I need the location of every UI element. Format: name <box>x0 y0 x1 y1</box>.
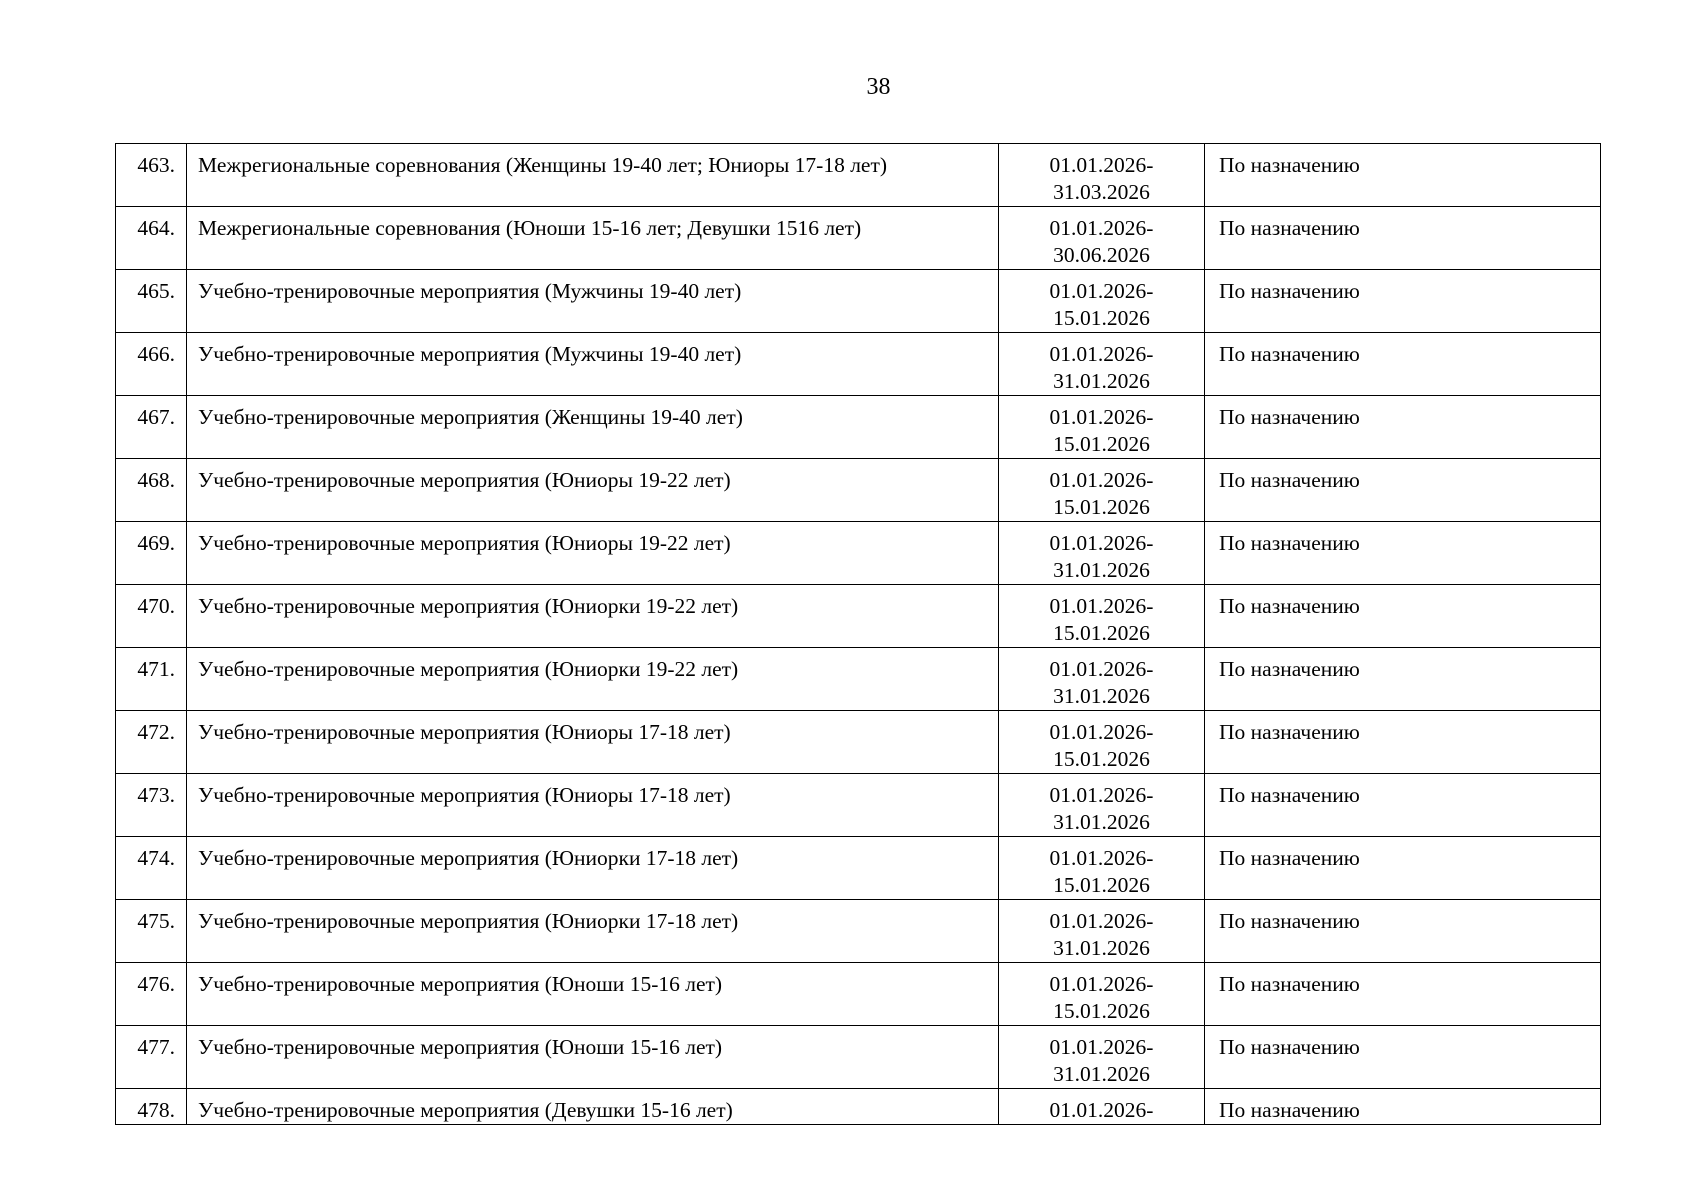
table-row <box>116 207 1601 270</box>
date-end: 15.01.2026 <box>1053 621 1150 645</box>
table-row <box>116 1089 1601 1125</box>
date-start: 01.01.2026- <box>1049 342 1154 366</box>
date-end: 31.01.2026 <box>1053 369 1150 393</box>
event-dates <box>999 837 1205 900</box>
table-row <box>116 1026 1601 1089</box>
row-number: 474. <box>116 837 187 900</box>
table-row <box>116 900 1601 963</box>
row-number: 476. <box>116 963 187 1026</box>
date-start: 01.01.2026- <box>1049 216 1154 240</box>
date-end: 31.01.2026 <box>1053 1062 1150 1086</box>
event-name: Учебно-тренировочные мероприятия (Юниоры 17-18 лет) <box>187 711 999 774</box>
date-end: 31.01.2026 <box>1053 684 1150 708</box>
row-number: 468. <box>116 459 187 522</box>
event-dates <box>999 333 1205 396</box>
event-dates <box>999 648 1205 711</box>
date-end: 31.03.2026 <box>1053 180 1150 204</box>
event-note: По назначению <box>1205 459 1601 522</box>
event-name: Учебно-тренировочные мероприятия (Юноши 15-16 лет) <box>187 1026 999 1089</box>
row-number: 478. <box>116 1089 187 1125</box>
event-name: Учебно-тренировочные мероприятия (Юниорки 19-22 лет) <box>187 585 999 648</box>
date-end: 15.01.2026 <box>1053 495 1150 519</box>
table-row <box>116 837 1601 900</box>
event-note: По назначению <box>1205 396 1601 459</box>
date-start: 01.01.2026- <box>1049 972 1154 996</box>
event-dates <box>999 270 1205 333</box>
event-note: По назначению <box>1205 207 1601 270</box>
event-dates <box>999 207 1205 270</box>
row-number: 475. <box>116 900 187 963</box>
event-note: По назначению <box>1205 648 1601 711</box>
date-start: 01.01.2026- <box>1049 468 1154 492</box>
event-dates <box>999 459 1205 522</box>
event-note: По назначению <box>1205 522 1601 585</box>
event-dates <box>999 522 1205 585</box>
date-start: 01.01.2026- <box>1049 153 1154 177</box>
event-note: По назначению <box>1205 837 1601 900</box>
date-start: 01.01.2026- <box>1049 720 1154 744</box>
event-dates <box>999 774 1205 837</box>
date-end: 15.01.2026 <box>1053 306 1150 330</box>
table-row <box>116 459 1601 522</box>
date-end: 15.01.2026 <box>1053 747 1150 771</box>
event-note: По назначению <box>1205 144 1601 207</box>
event-name: Учебно-тренировочные мероприятия (Мужчины 19-40 лет) <box>187 333 999 396</box>
event-note: По назначению <box>1205 711 1601 774</box>
date-start: 01.01.2026- <box>1049 405 1154 429</box>
date-end: 31.01.2026 <box>1053 810 1150 834</box>
date-end: 30.06.2026 <box>1053 243 1150 267</box>
row-number: 477. <box>116 1026 187 1089</box>
row-number: 463. <box>116 144 187 207</box>
event-note: По назначению <box>1205 963 1601 1026</box>
row-number: 465. <box>116 270 187 333</box>
table-row <box>116 396 1601 459</box>
event-dates <box>999 711 1205 774</box>
row-number: 466. <box>116 333 187 396</box>
events-table <box>115 143 1601 1125</box>
date-start: 01.01.2026- <box>1049 1098 1154 1122</box>
event-name: Учебно-тренировочные мероприятия (Юниорки 19-22 лет) <box>187 648 999 711</box>
table-row <box>116 585 1601 648</box>
event-name: Учебно-тренировочные мероприятия (Юниорки 17-18 лет) <box>187 837 999 900</box>
event-note: По назначению <box>1205 333 1601 396</box>
event-dates <box>999 900 1205 963</box>
event-dates <box>999 1026 1205 1089</box>
row-number: 464. <box>116 207 187 270</box>
event-name: Учебно-тренировочные мероприятия (Девушки 15-16 лет) <box>187 1089 999 1125</box>
table-body <box>116 144 1601 1125</box>
date-end: 15.01.2026 <box>1053 432 1150 456</box>
row-number: 469. <box>116 522 187 585</box>
row-number: 470. <box>116 585 187 648</box>
date-end: 15.01.2026 <box>1053 999 1150 1023</box>
event-name: Учебно-тренировочные мероприятия (Мужчины 19-40 лет) <box>187 270 999 333</box>
event-dates <box>999 963 1205 1026</box>
event-name: Учебно-тренировочные мероприятия (Юниоры 19-22 лет) <box>187 522 999 585</box>
event-note: По назначению <box>1205 774 1601 837</box>
date-start: 01.01.2026- <box>1049 279 1154 303</box>
date-start: 01.01.2026- <box>1049 1035 1154 1059</box>
event-name: Учебно-тренировочные мероприятия (Юниоры 17-18 лет) <box>187 774 999 837</box>
date-start: 01.01.2026- <box>1049 657 1154 681</box>
table-row <box>116 711 1601 774</box>
event-name: Межрегиональные соревнования (Женщины 19-40 лет; Юниоры 17-18 лет) <box>187 144 999 207</box>
row-number: 472. <box>116 711 187 774</box>
event-name: Учебно-тренировочные мероприятия (Юниорки 17-18 лет) <box>187 900 999 963</box>
event-name: Межрегиональные соревнования (Юноши 15-16 лет; Девушки 1516 лет) <box>187 207 999 270</box>
event-dates <box>999 585 1205 648</box>
date-end: 31.01.2026 <box>1053 936 1150 960</box>
event-note: По назначению <box>1205 900 1601 963</box>
event-name: Учебно-тренировочные мероприятия (Юниоры 19-22 лет) <box>187 459 999 522</box>
event-name: Учебно-тренировочные мероприятия (Юноши 15-16 лет) <box>187 963 999 1026</box>
row-number: 471. <box>116 648 187 711</box>
date-start: 01.01.2026- <box>1049 783 1154 807</box>
table-row <box>116 648 1601 711</box>
event-dates <box>999 1089 1205 1125</box>
row-number: 473. <box>116 774 187 837</box>
table-row <box>116 270 1601 333</box>
table-row <box>116 333 1601 396</box>
table-row <box>116 144 1601 207</box>
table-row <box>116 522 1601 585</box>
event-note: По назначению <box>1205 1026 1601 1089</box>
event-note: По назначению <box>1205 270 1601 333</box>
date-end: 31.01.2026 <box>1053 558 1150 582</box>
date-start: 01.01.2026- <box>1049 846 1154 870</box>
event-name: Учебно-тренировочные мероприятия (Женщины 19-40 лет) <box>187 396 999 459</box>
event-dates <box>999 396 1205 459</box>
table-row <box>116 774 1601 837</box>
event-note: По назначению <box>1205 1089 1601 1125</box>
date-end: 15.01.2026 <box>1053 873 1150 897</box>
date-start: 01.01.2026- <box>1049 909 1154 933</box>
row-number: 467. <box>116 396 187 459</box>
date-start: 01.01.2026- <box>1049 594 1154 618</box>
page-number: 38 <box>866 74 891 100</box>
date-start: 01.01.2026- <box>1049 531 1154 555</box>
event-dates <box>999 144 1205 207</box>
table-row <box>116 963 1601 1026</box>
event-note: По назначению <box>1205 585 1601 648</box>
